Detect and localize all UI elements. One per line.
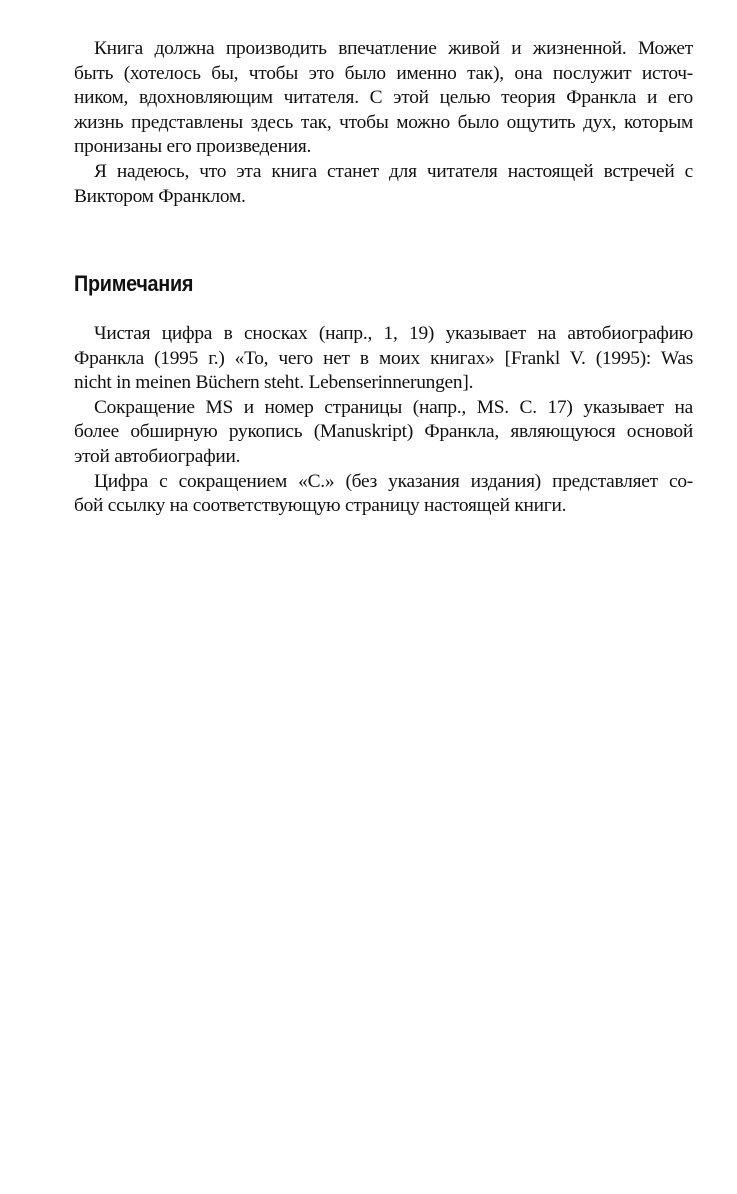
intro-paragraph-1	[74, 37, 693, 160]
text-line: Чистая цифра в сносках (напр., 1, 19) указывает на автобиографию	[94, 323, 693, 344]
note-paragraph-2	[74, 396, 693, 470]
intro-paragraph-2	[74, 160, 693, 209]
text-line: ником, вдохновляющим читателя. С этой целью теория Франкла и его	[74, 87, 693, 109]
text-line: пронизаны его произведения.	[74, 136, 312, 158]
text-line: быть (хотелось бы, чтобы это было именно так), она послужит источ-	[74, 62, 693, 84]
text-line: Сокращение MS и номер страницы (напр., MS. С. 17) указывает на	[94, 396, 693, 418]
intro-section	[74, 37, 693, 209]
text-line: этой автобиографии.	[74, 445, 241, 467]
text-line: более обширную рукопись (Manuskript) Франкла, являющуюся основой	[74, 421, 693, 443]
notes-section	[74, 322, 693, 519]
text-line: Цифра с сокращением «С.» (без указания издания) представляет со-	[94, 470, 693, 492]
text-line: Книга должна производить впечатление живой и жизненной. Может	[94, 38, 693, 59]
note-paragraph-3	[74, 470, 693, 519]
notes-heading: Примечания	[74, 271, 194, 296]
text-line: Я надеюсь, что эта книга станет для читателя настоящей встречей с	[94, 160, 693, 182]
text-line: Виктором Франклом.	[74, 185, 246, 207]
text-line: Франкла (1995 г.) «То, чего нет в моих книгах» [Frankl V. (1995): Was	[74, 347, 693, 369]
text-line: жизнь представлены здесь так, чтобы можно было ощутить дух, которым	[74, 111, 693, 133]
document-page	[74, 37, 693, 517]
text-line: бой ссылку на соответствующую страницу настоящей книги.	[74, 495, 567, 517]
note-paragraph-1	[74, 322, 693, 396]
text-line: nicht in meinen Büchern steht. Lebenserinnerungen].	[74, 372, 474, 394]
